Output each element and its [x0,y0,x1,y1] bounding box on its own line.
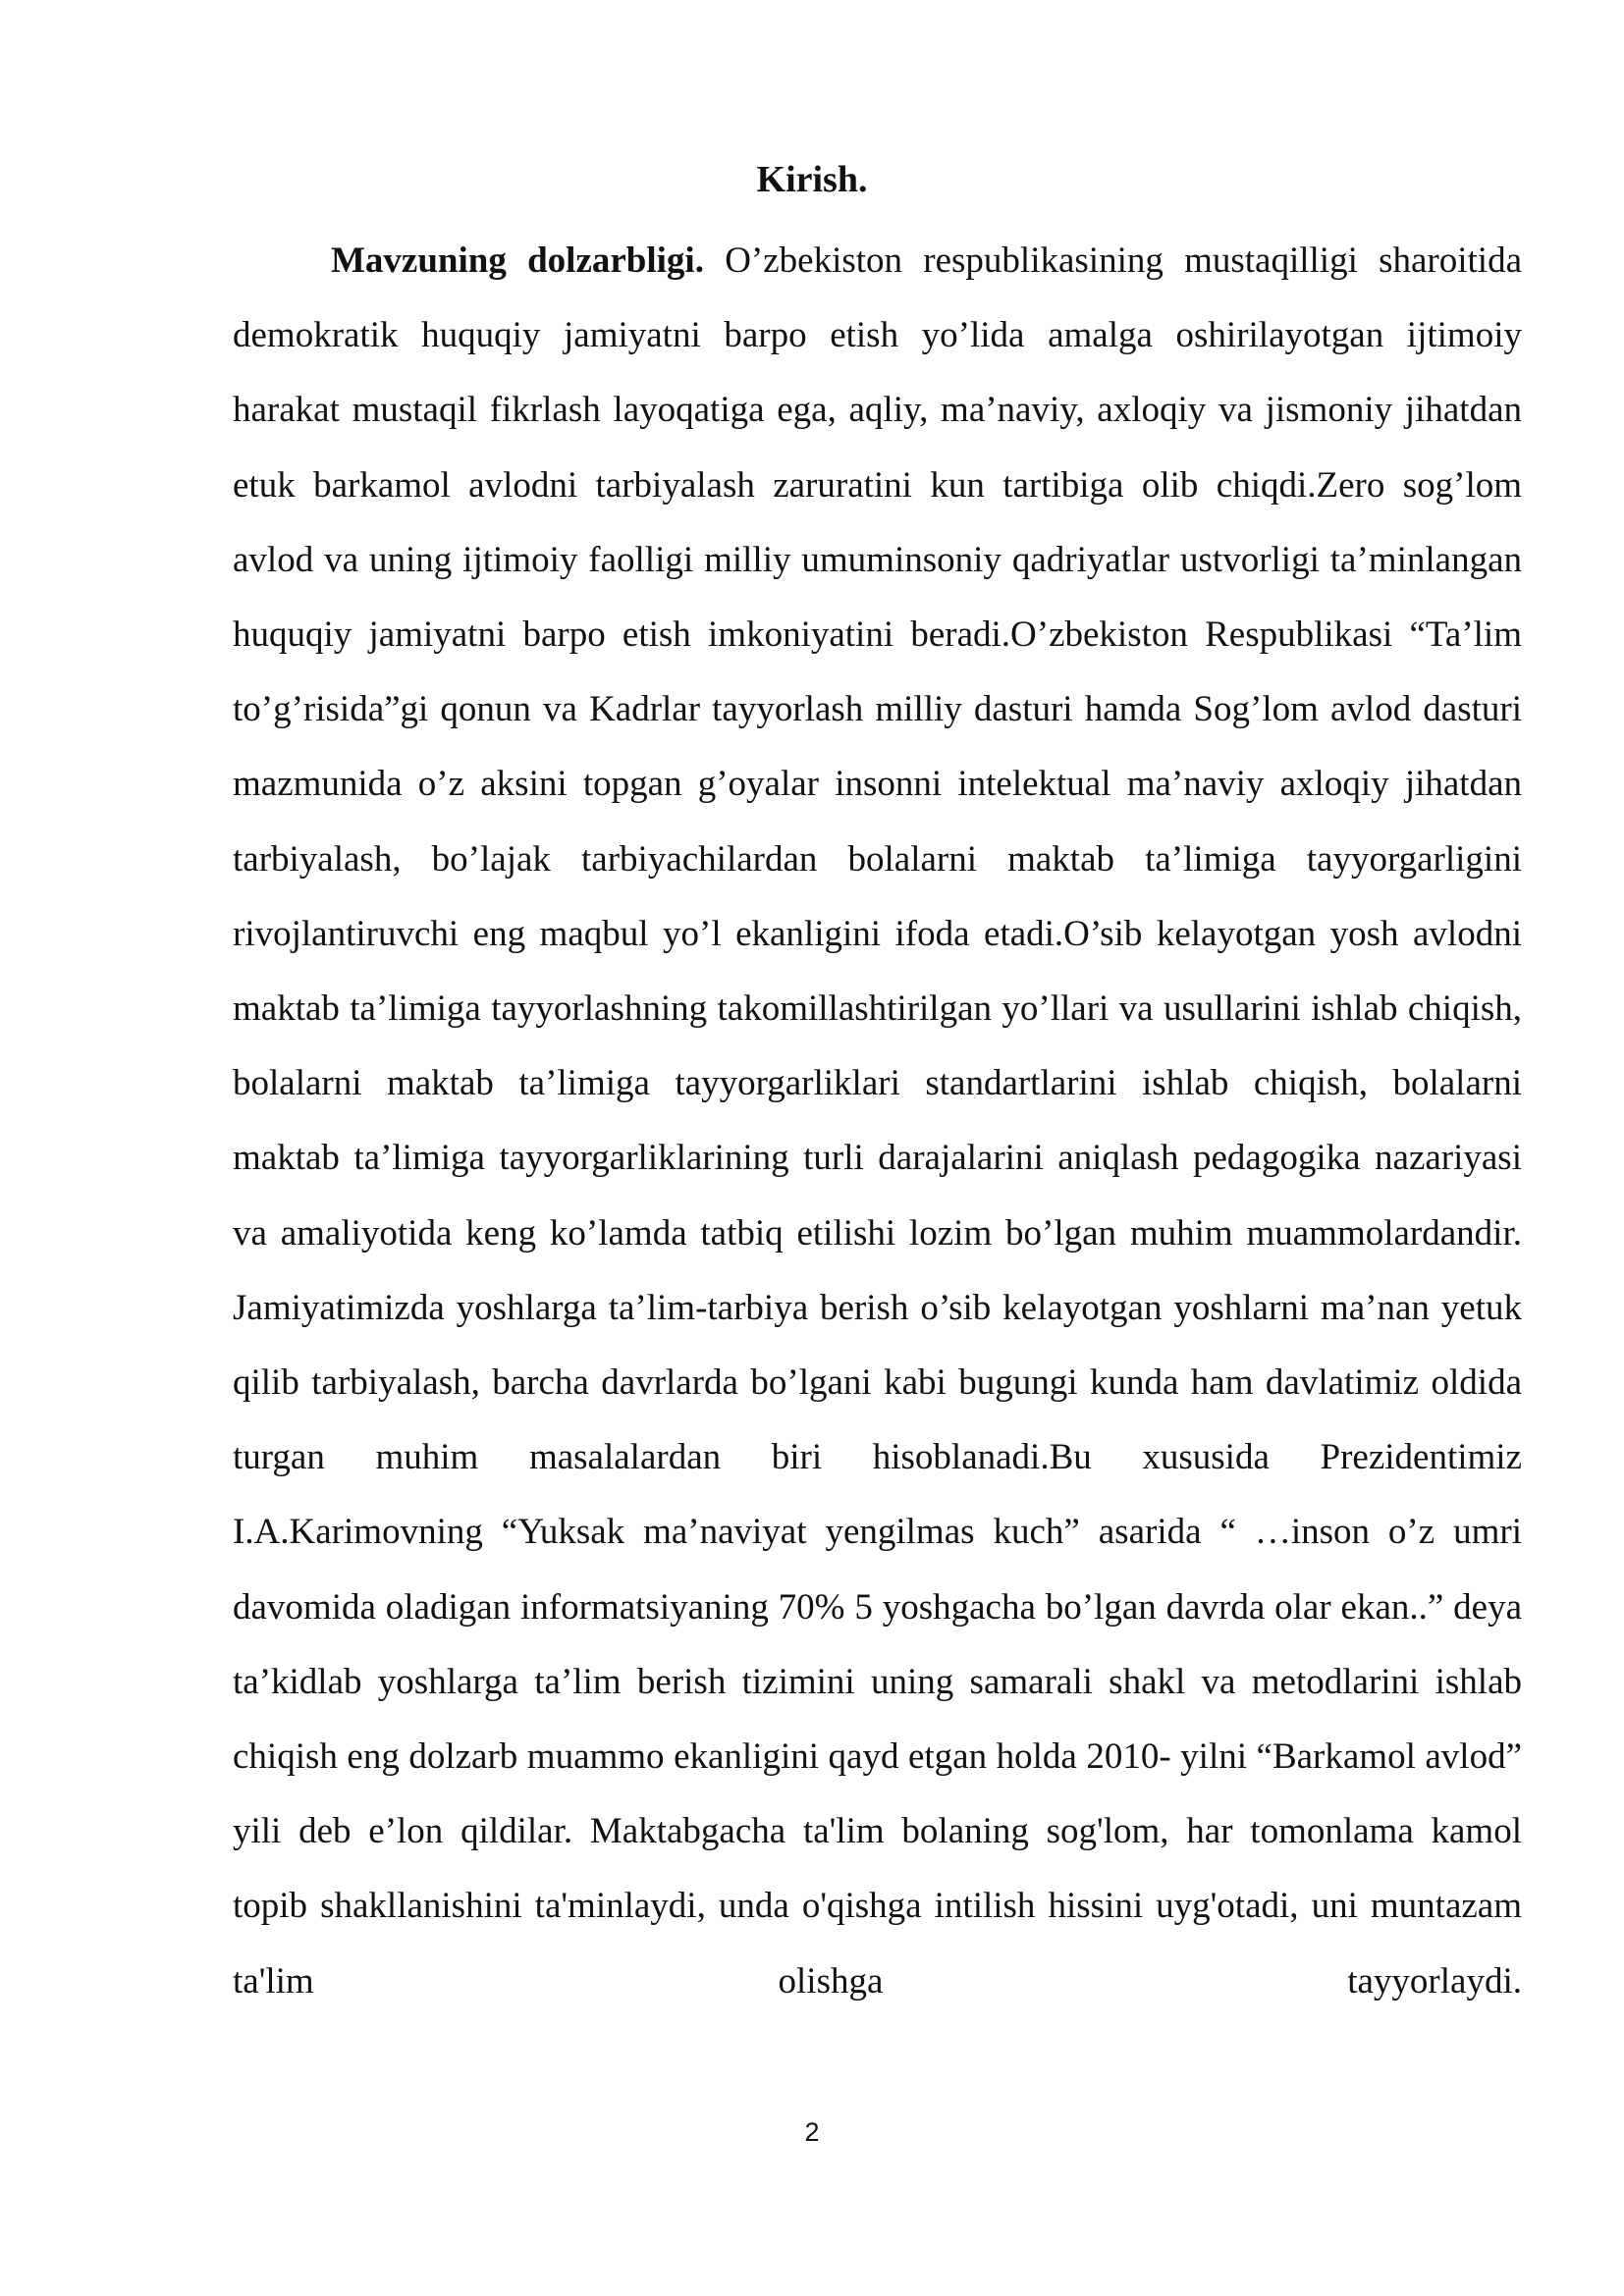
paragraph-text: O’zbekiston respublikasining mustaqilligi sharoitida demokratik huquqiy jamiyatni barpo etish yo’lida amalga oshirilayotgan ijtimoiy harakat mustaqil fikrlash layoqatiga ega, aqliy, ma’naviy, axloqiy va jismoniy jihatdan etuk barkamol avlodni tarbiyalash zaruratini kun tartibiga olib chiqdi.Zero sog’lom avlod va uning ijtimoiy faolligi milliy umuminsoniy qadriyatlar ustvorligi ta’minlangan huquqiy jamiyatni barpo etish imkoniyatini beradi.O’zbekiston Respublikasi “Ta’lim to’g’risida”gi qonun va Kadrlar tayyorlash milliy dasturi hamda Sog’lom avlod dasturi mazmunida o’z aksini topgan g’oyalar insonni intelektual ma’naviy axloqiy jihatdan tarbiyalash, bo’lajak tarbiyachilardan bolalarni maktab ta’limiga tayyorgarligini rivojlantiruvchi eng maqbul yo’l ekanligini ifoda etadi.O’sib kelayotgan yosh avlodni maktab ta’limiga tayyorlashning takomillashtirilgan yo’llari va usullarini ishlab chiqish, bolalarni maktab ta’limiga tayyorgarliklari standartlarini ishlab chiqish, bolalarni maktab ta’limiga tayyorgarliklarining turli darajalarini aniqlash pedagogika nazariyasi va amaliyotida keng ko’lamda tatbiq etilishi lozim bo’lgan muhim muammolardandir. Jamiyatimizda yoshlarga ta’lim-tarbiya berish o’sib kelayotgan yoshlarni ma’nan yetuk qilib tarbiyalash, barcha davrlarda bo’lgani kabi bugungi kunda ham davlatimiz oldida turgan muhim masalalardan biri hisoblanadi.Bu xususida Prezidentimiz I.A.Karimovning “Yuksak ma’naviyat yengilmas kuch” asarida “ …inson o’z umri davomida oladigan informatsiyaning 70% 5 yoshgacha bo’lgan davrda olar ekan..” deya ta’kidlab yoshlarga ta’lim berish tizimini uning samarali shakl va metodlarini ishlab chiqish eng dolzarb muammo ekanligini qayd etgan holda 2010- yilni “Barkamol avlod” yili deb e’lon qildilar. Maktabgacha ta'lim bolaning sog'lom, har tomonlama kamol topib shakllanishini ta'minlaydi, unda o'qishga intilish hissini uyg'otadi, uni muntazam ta'lim olishga tayyorlaydi. [233,240,1522,2002]
paragraph-lead: Mavzuning dolzarbligi. [331,240,704,281]
page-number: 2 [804,2117,820,2147]
page-heading: Kirish. [756,159,868,200]
body-paragraph [233,224,1522,2019]
